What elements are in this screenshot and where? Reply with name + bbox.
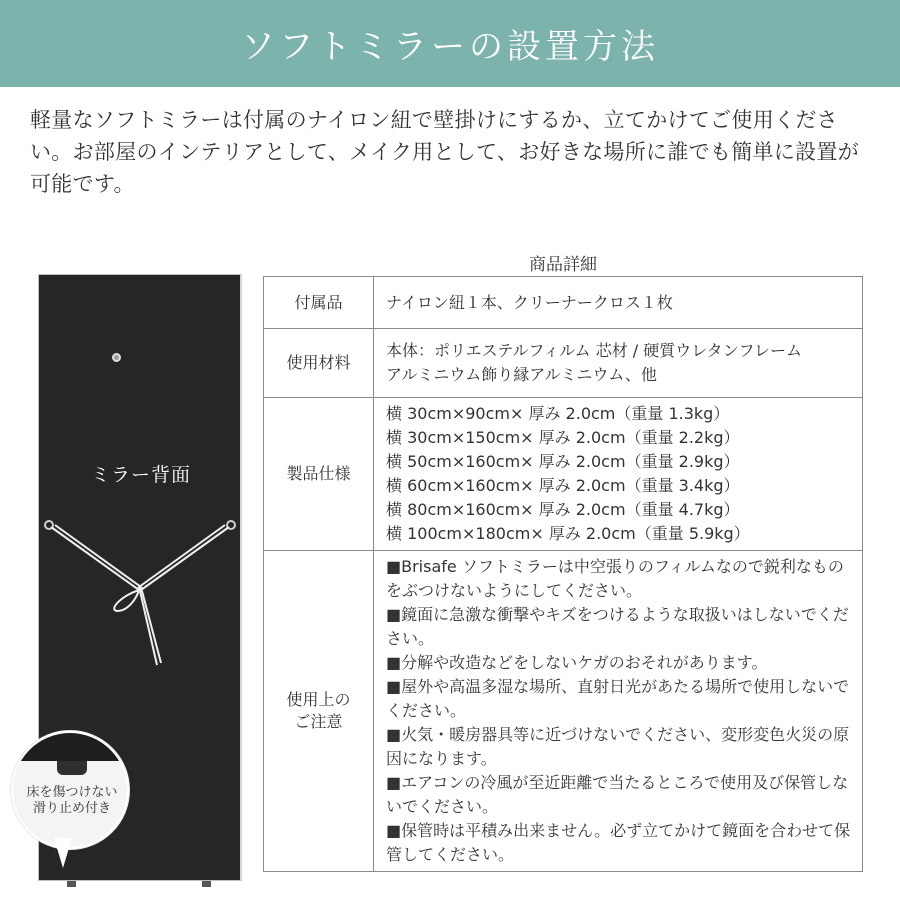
mirror-edge-closeup	[13, 733, 129, 761]
anti-slip-foot-left	[67, 881, 76, 887]
material-line: 本体：ポリエステルフィルム 芯材 / 硬質ウレタンフレーム	[386, 341, 803, 360]
spec-line: 横 100cm×180cm× 厚み 2.0cm（重量 5.9kg）	[386, 524, 750, 543]
row-label	[264, 551, 374, 872]
callout-line-2: 滑り止め付き	[32, 801, 111, 816]
caution-item: ■屋外や高温多湿な場所、直射日光があたる場所で使用しないでください。	[386, 677, 850, 720]
accessories-text: ナイロン紐１本、クリーナークロス１枚	[386, 292, 673, 312]
row-value	[374, 398, 863, 551]
caution-item: ■鏡面に急激な衝撃やキズをつけるような取扱いはしないでください。	[386, 605, 849, 648]
material-line: アルミニウム飾り縁アルミニウム、他	[386, 365, 657, 384]
anti-slip-foot-right	[202, 881, 211, 887]
screw-icon	[112, 353, 121, 362]
spec-line: 横 60cm×160cm× 厚み 2.0cm（重量 3.4kg）	[386, 476, 740, 495]
callout-text	[13, 785, 129, 817]
row-value	[374, 277, 863, 329]
spec-line: 横 30cm×150cm× 厚み 2.0cm（重量 2.2kg）	[386, 428, 740, 447]
callout-pointer-icon	[54, 838, 72, 868]
anti-slip-pad-icon	[57, 761, 87, 775]
spec-line: 横 30cm×90cm× 厚み 2.0cm（重量 1.3kg）	[386, 404, 730, 423]
anti-slip-callout	[11, 731, 129, 849]
row-value	[374, 551, 863, 872]
row-label-line-2: ご注意	[294, 712, 343, 731]
caution-item: ■分解や改造などをしないケガのおそれがあります。	[386, 653, 768, 672]
details-caption: 商品詳細	[529, 255, 597, 275]
spec-line: 横 50cm×160cm× 厚み 2.0cm（重量 2.9kg）	[386, 452, 740, 471]
caution-item: ■エアコンの冷風が至近距離で当たるところで使用及び保管しないでください。	[386, 773, 849, 816]
intro-paragraph: 軽量なソフトミラーは付属のナイロン紐で壁掛けにするか、立てかけてご使用ください。お部屋のインテリアとして、メイク用として、お好きな場所に誰でも簡単に設置が可能です。	[30, 108, 860, 196]
product-details-table	[263, 276, 863, 872]
row-label: 付属品	[264, 277, 374, 329]
row-label: 製品仕様	[264, 398, 374, 551]
row-label: 使用材料	[264, 329, 374, 398]
row-label-line-1: 使用上の	[286, 690, 351, 709]
page-title: ソフトミラーの設置方法	[241, 27, 659, 67]
spec-line: 横 80cm×160cm× 厚み 2.0cm（重量 4.7kg）	[386, 500, 740, 519]
mirror-back-label: ミラー背面	[90, 464, 191, 486]
caution-item: ■Brisafe ソフトミラーは中空張りのフィルムなので鋭利なものをぶつけないようにしてください。	[386, 557, 844, 600]
header-banner	[0, 0, 900, 87]
table-row-specifications	[264, 398, 863, 551]
callout-line-1: 床を傷つけない	[26, 785, 118, 800]
table-row-cautions	[264, 551, 863, 872]
row-value	[374, 329, 863, 398]
table-row-materials	[264, 329, 863, 398]
hanging-cord-icon	[39, 515, 243, 695]
caution-item: ■保管時は平積み出来ません。必ず立てかけて鏡面を合わせて保管してください。	[386, 821, 851, 864]
table-row-accessories	[264, 277, 863, 329]
caution-item: ■火気・暖房器具等に近づけないでください、変形変色火災の原因になります。	[386, 725, 850, 768]
